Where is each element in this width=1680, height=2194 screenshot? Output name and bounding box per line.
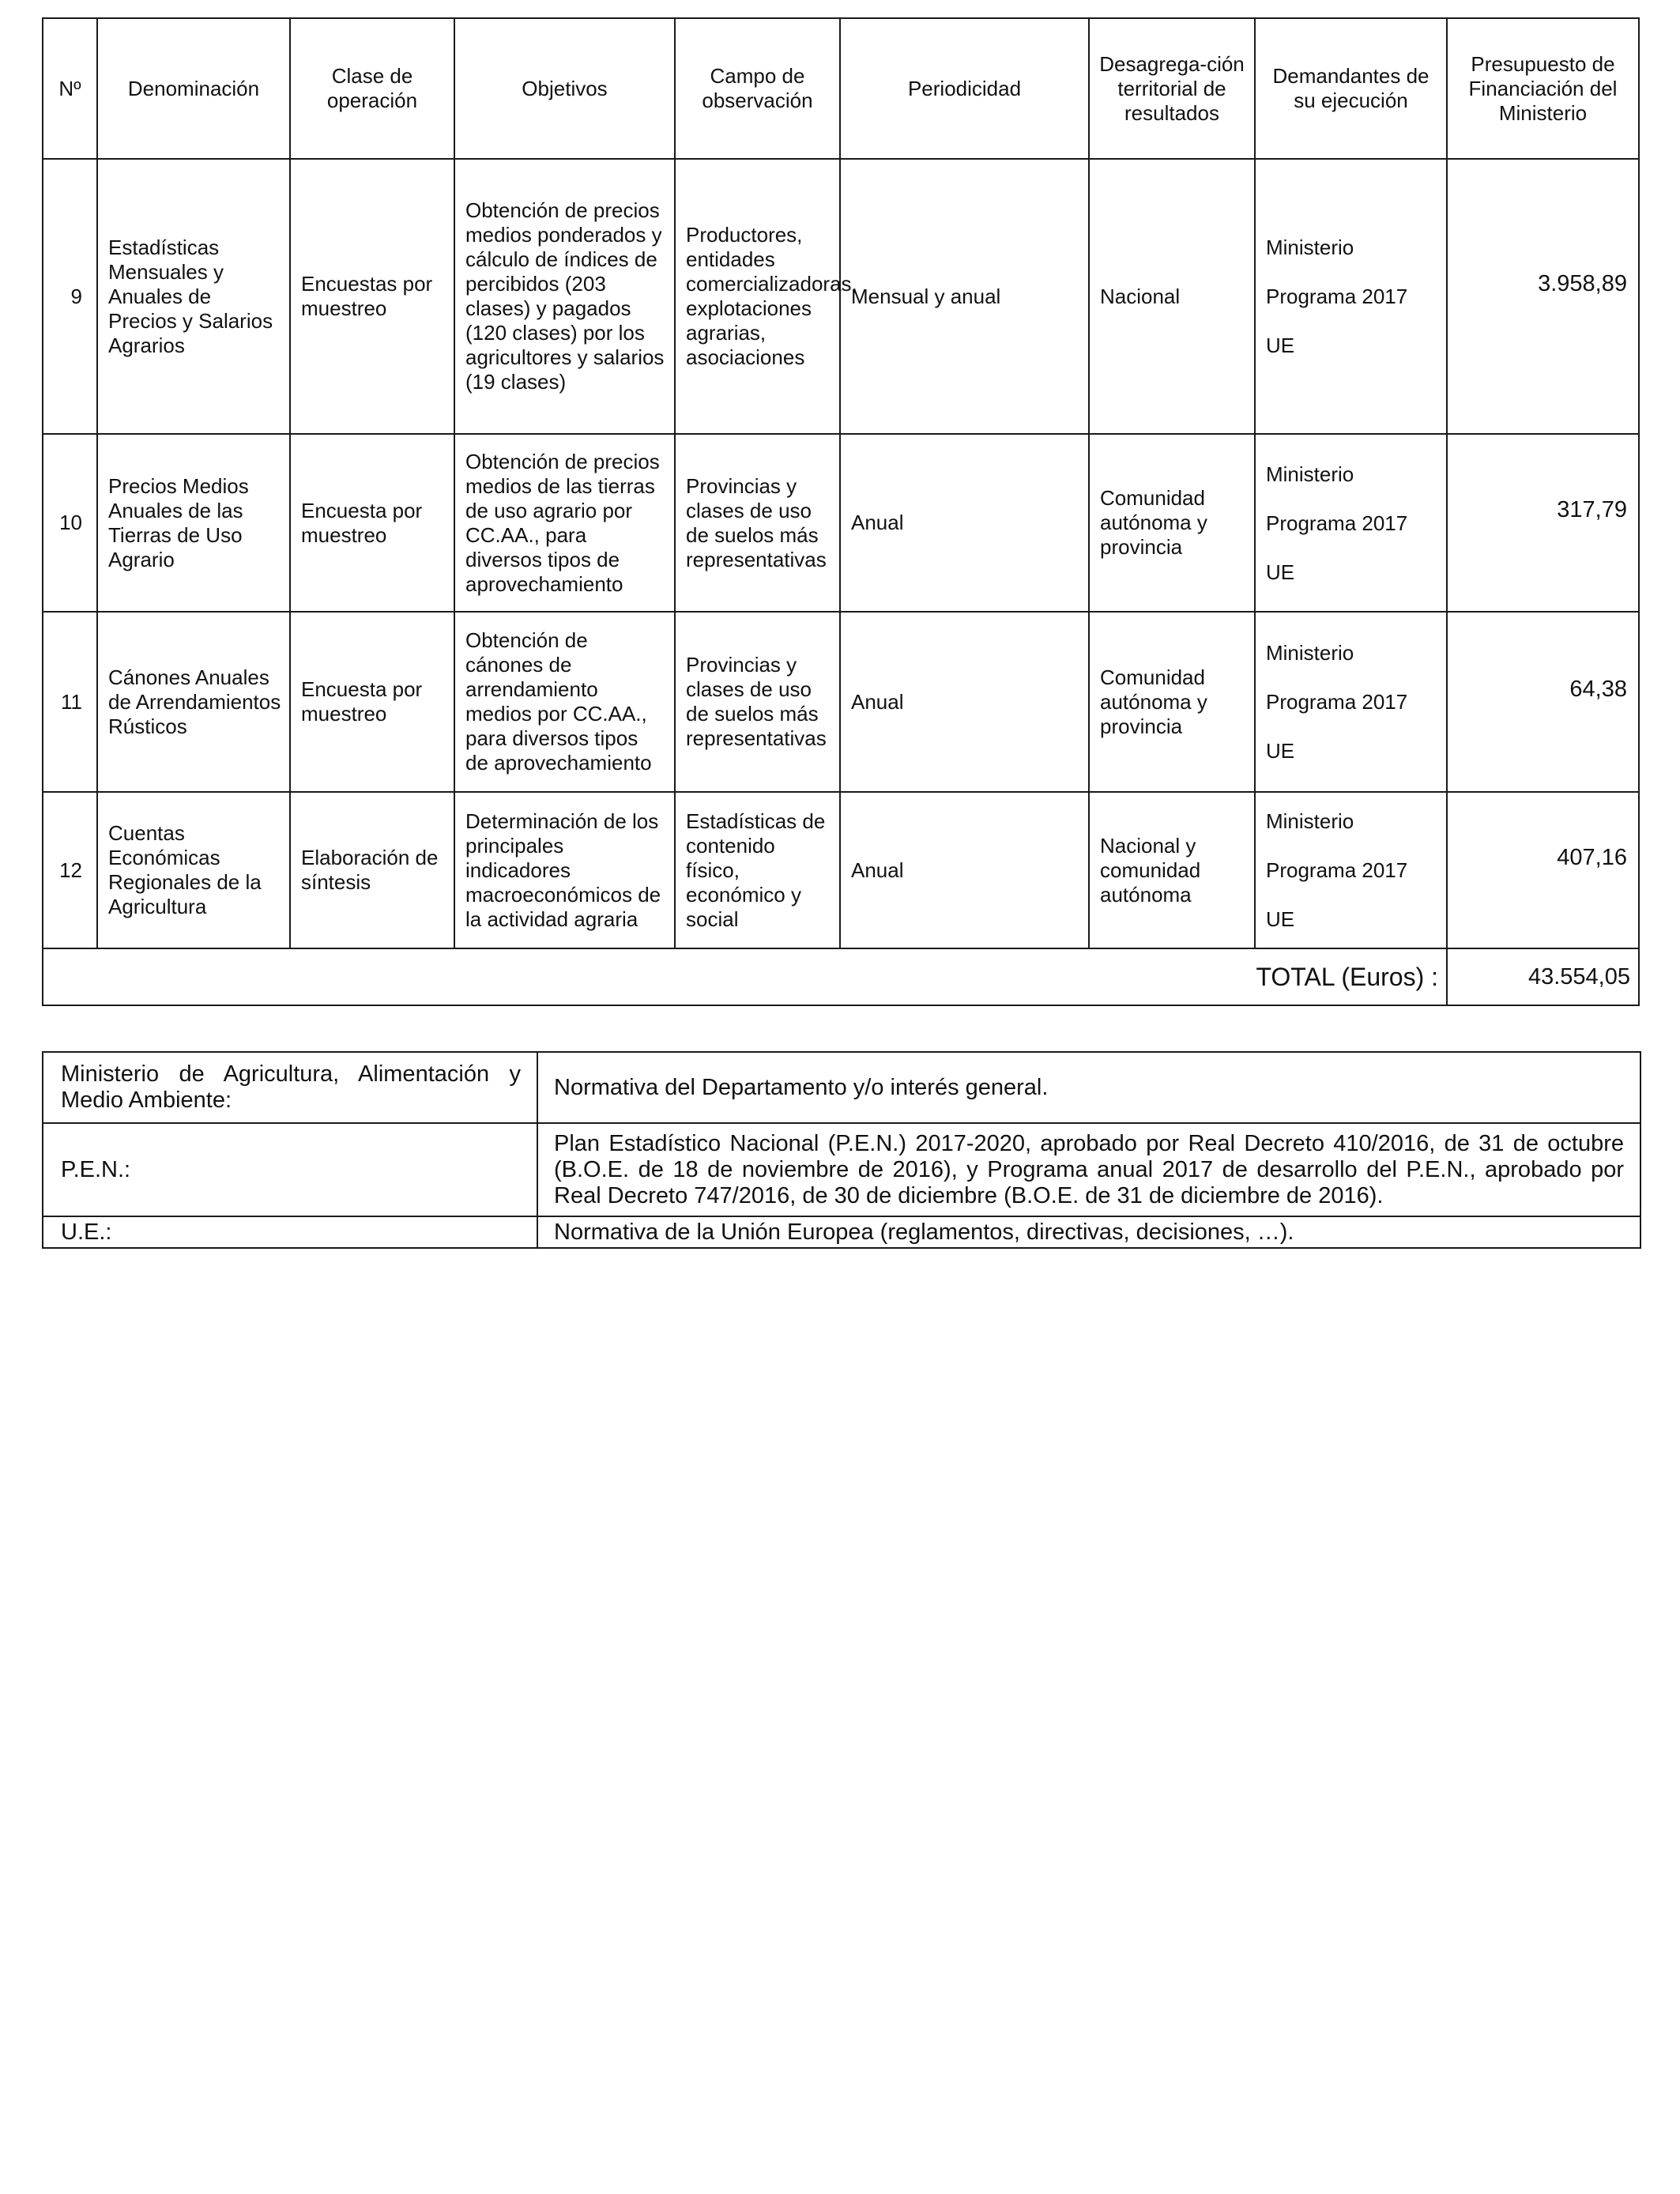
demandante-ue: UE — [1266, 907, 1295, 931]
cell-campo: Provincias y clases de uso de suelos más representativas — [675, 434, 840, 612]
total-value: 43.554,05 — [1447, 948, 1639, 1005]
legend-description: Normativa de la Unión Europea (reglamentos, directivas, decisiones, …). — [537, 1216, 1640, 1248]
cell-presupuesto — [1447, 434, 1639, 612]
presupuesto-value: 3.958,89 — [1538, 270, 1627, 296]
demandante-ue: UE — [1266, 334, 1295, 357]
cell-desagregacion: Comunidad autónoma y provincia — [1089, 434, 1255, 612]
header-desagregacion: Desagrega-ción territorial de resultados — [1089, 18, 1255, 159]
cell-desagregacion: Comunidad autónoma y provincia — [1089, 612, 1255, 792]
cell-periodicidad: Mensual y anual — [840, 159, 1089, 434]
operations-table — [42, 17, 1640, 1006]
cell-desagregacion: Nacional y comunidad autónoma — [1089, 792, 1255, 948]
cell-clase: Encuesta por muestreo — [290, 434, 454, 612]
cell-num: 12 — [43, 792, 97, 948]
cell-campo: Productores, entidades comercializadoras, explotaciones agrarias, asociaciones — [675, 159, 840, 434]
legend-row — [43, 1052, 1640, 1123]
cell-campo: Estadísticas de contenido físico, económico y social — [675, 792, 840, 948]
cell-periodicidad: Anual — [840, 612, 1089, 792]
total-row — [43, 948, 1639, 1005]
cell-demandantes — [1255, 792, 1447, 948]
demandante-ministerio: Ministerio — [1266, 809, 1354, 833]
cell-demandantes — [1255, 612, 1447, 792]
cell-clase: Elaboración de síntesis — [290, 792, 454, 948]
total-label: TOTAL (Euros) : — [43, 948, 1447, 1005]
header-clase: Clase de operación — [290, 18, 454, 159]
cell-presupuesto — [1447, 792, 1639, 948]
header-denominacion: Denominación — [97, 18, 290, 159]
demandante-programa: Programa 2017 — [1266, 690, 1408, 714]
header-periodicidad: Periodicidad — [840, 18, 1089, 159]
cell-denominacion: Precios Medios Anuales de las Tierras de Uso Agrario — [97, 434, 290, 612]
demandante-programa: Programa 2017 — [1266, 285, 1408, 308]
legend-label: U.E.: — [43, 1216, 537, 1248]
table-row — [43, 792, 1639, 948]
presupuesto-value: 407,16 — [1557, 844, 1627, 870]
cell-demandantes — [1255, 159, 1447, 434]
demandante-ue: UE — [1266, 739, 1295, 763]
cell-objetivos: Determinación de los principales indicadores macroeconómicos de la actividad agraria — [454, 792, 675, 948]
demandante-ministerio: Ministerio — [1266, 462, 1354, 486]
header-presupuesto: Presupuesto de Financiación del Ministerio — [1447, 18, 1639, 159]
header-row — [43, 18, 1639, 159]
cell-denominacion: Cánones Anuales de Arrendamientos Rústicos — [97, 612, 290, 792]
legend-label: P.E.N.: — [43, 1123, 537, 1216]
cell-clase: Encuesta por muestreo — [290, 612, 454, 792]
cell-presupuesto — [1447, 159, 1639, 434]
legend-description: Normativa del Departamento y/o interés general. — [537, 1052, 1640, 1123]
demandante-programa: Programa 2017 — [1266, 858, 1408, 882]
cell-denominacion: Cuentas Económicas Regionales de la Agricultura — [97, 792, 290, 948]
legend-row — [43, 1123, 1640, 1216]
cell-num: 11 — [43, 612, 97, 792]
legend-label: Ministerio de Agricultura, Alimentación y Medio Ambiente: — [43, 1052, 537, 1123]
header-num: Nº — [43, 18, 97, 159]
table-row — [43, 612, 1639, 792]
demandante-programa: Programa 2017 — [1266, 511, 1408, 535]
cell-num: 10 — [43, 434, 97, 612]
cell-presupuesto — [1447, 612, 1639, 792]
presupuesto-value: 317,79 — [1557, 497, 1627, 522]
header-campo: Campo de observación — [675, 18, 840, 159]
cell-desagregacion: Nacional — [1089, 159, 1255, 434]
cell-num: 9 — [43, 159, 97, 434]
cell-objetivos: Obtención de precios medios ponderados y cálculo de índices de percibidos (203 clases) y pagados (120 clases) por los agricultores y salarios (19 clases) — [454, 159, 675, 434]
cell-periodicidad: Anual — [840, 792, 1089, 948]
demandante-ministerio: Ministerio — [1266, 236, 1354, 259]
cell-objetivos: Obtención de cánones de arrendamiento medios por CC.AA., para diversos tipos de aprovechamiento — [454, 612, 675, 792]
cell-clase: Encuestas por muestreo — [290, 159, 454, 434]
header-demandantes: Demandantes de su ejecución — [1255, 18, 1447, 159]
cell-demandantes — [1255, 434, 1447, 612]
table-row — [43, 159, 1639, 434]
legend-description: Plan Estadístico Nacional (P.E.N.) 2017-2020, aprobado por Real Decreto 410/2016, de 31 de octubre (B.O.E. de 18 de noviembre de 2016), y Programa anual 2017 de desarrollo del P.E.N., aprobado por Real Decreto 747/2016, de 30 de diciembre (B.O.E. de 31 de diciembre de 2016). — [537, 1123, 1640, 1216]
cell-objetivos: Obtención de precios medios de las tierras de uso agrario por CC.AA., para diversos tipos de aprovechamiento — [454, 434, 675, 612]
demandante-ministerio: Ministerio — [1266, 641, 1354, 665]
cell-denominacion: Estadísticas Mensuales y Anuales de Precios y Salarios Agrarios — [97, 159, 290, 434]
header-objetivos: Objetivos — [454, 18, 675, 159]
presupuesto-value: 64,38 — [1569, 676, 1627, 702]
cell-campo: Provincias y clases de uso de suelos más representativas — [675, 612, 840, 792]
demandante-ue: UE — [1266, 560, 1295, 584]
legend-row — [43, 1216, 1640, 1248]
cell-periodicidad: Anual — [840, 434, 1089, 612]
legend-table — [42, 1051, 1641, 1249]
table-row — [43, 434, 1639, 612]
